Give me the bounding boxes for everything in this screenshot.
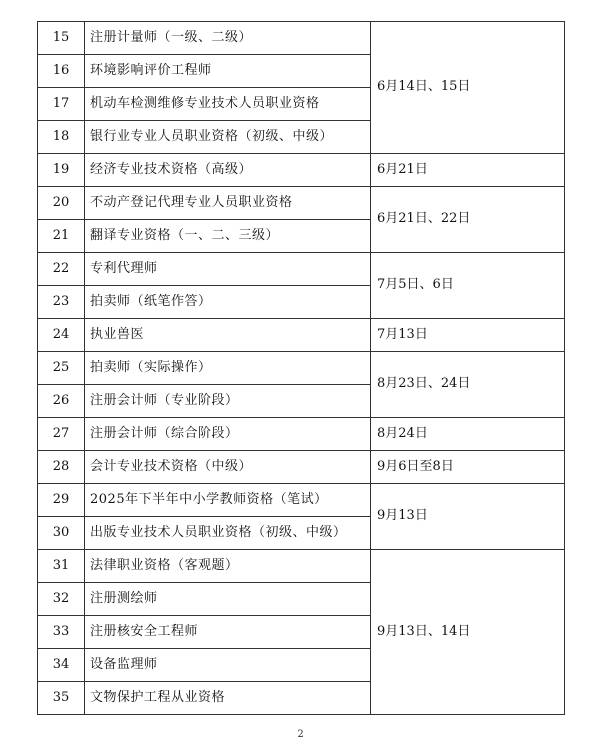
row-number: 28 (38, 451, 85, 484)
exam-name: 注册会计师（综合阶段） (85, 418, 371, 451)
exam-date: 9月13日 (371, 484, 565, 550)
row-number: 34 (38, 649, 85, 682)
table-row (38, 154, 565, 187)
exam-name: 环境影响评价工程师 (85, 55, 371, 88)
row-number: 20 (38, 187, 85, 220)
row-number: 17 (38, 88, 85, 121)
row-number: 29 (38, 484, 85, 517)
exam-date: 8月24日 (371, 418, 565, 451)
exam-name: 拍卖师（纸笔作答） (85, 286, 371, 319)
exam-date: 8月23日、24日 (371, 352, 565, 418)
table-body (38, 22, 565, 715)
exam-date: 9月6日至8日 (371, 451, 565, 484)
table-row (38, 22, 565, 55)
exam-name: 执业兽医 (85, 319, 371, 352)
exam-name: 机动车检测维修专业技术人员职业资格 (85, 88, 371, 121)
exam-name: 拍卖师（实际操作） (85, 352, 371, 385)
table-row (38, 451, 565, 484)
row-number: 27 (38, 418, 85, 451)
row-number: 33 (38, 616, 85, 649)
table-row (38, 484, 565, 517)
exam-name: 文物保护工程从业资格 (85, 682, 371, 715)
row-number: 25 (38, 352, 85, 385)
exam-schedule-table (37, 21, 565, 715)
exam-name: 2025年下半年中小学教师资格（笔试） (85, 484, 371, 517)
exam-name: 注册测绘师 (85, 583, 371, 616)
table-row (38, 187, 565, 220)
table-row (38, 550, 565, 583)
row-number: 35 (38, 682, 85, 715)
exam-date: 7月5日、6日 (371, 253, 565, 319)
exam-name: 经济专业技术资格（高级） (85, 154, 371, 187)
page-number: 2 (297, 729, 304, 740)
table-row (38, 352, 565, 385)
row-number: 15 (38, 22, 85, 55)
row-number: 19 (38, 154, 85, 187)
row-number: 21 (38, 220, 85, 253)
table-row (38, 253, 565, 286)
exam-name: 设备监理师 (85, 649, 371, 682)
row-number: 22 (38, 253, 85, 286)
exam-date: 6月21日、22日 (371, 187, 565, 253)
exam-name: 不动产登记代理专业人员职业资格 (85, 187, 371, 220)
exam-name: 银行业专业人员职业资格（初级、中级） (85, 121, 371, 154)
row-number: 26 (38, 385, 85, 418)
exam-date: 6月21日 (371, 154, 565, 187)
exam-date: 7月13日 (371, 319, 565, 352)
row-number: 18 (38, 121, 85, 154)
row-number: 32 (38, 583, 85, 616)
row-number: 23 (38, 286, 85, 319)
row-number: 31 (38, 550, 85, 583)
exam-name: 翻译专业资格（一、二、三级） (85, 220, 371, 253)
row-number: 24 (38, 319, 85, 352)
table-row (38, 418, 565, 451)
exam-name: 注册核安全工程师 (85, 616, 371, 649)
table-row (38, 319, 565, 352)
row-number: 30 (38, 517, 85, 550)
exam-name: 注册会计师（专业阶段） (85, 385, 371, 418)
exam-name: 注册计量师（一级、二级） (85, 22, 371, 55)
exam-name: 出版专业技术人员职业资格（初级、中级） (85, 517, 371, 550)
exam-name: 专利代理师 (85, 253, 371, 286)
exam-name: 法律职业资格（客观题） (85, 550, 371, 583)
exam-date: 6月14日、15日 (371, 22, 565, 154)
exam-name: 会计专业技术资格（中级） (85, 451, 371, 484)
row-number: 16 (38, 55, 85, 88)
exam-date: 9月13日、14日 (371, 550, 565, 715)
